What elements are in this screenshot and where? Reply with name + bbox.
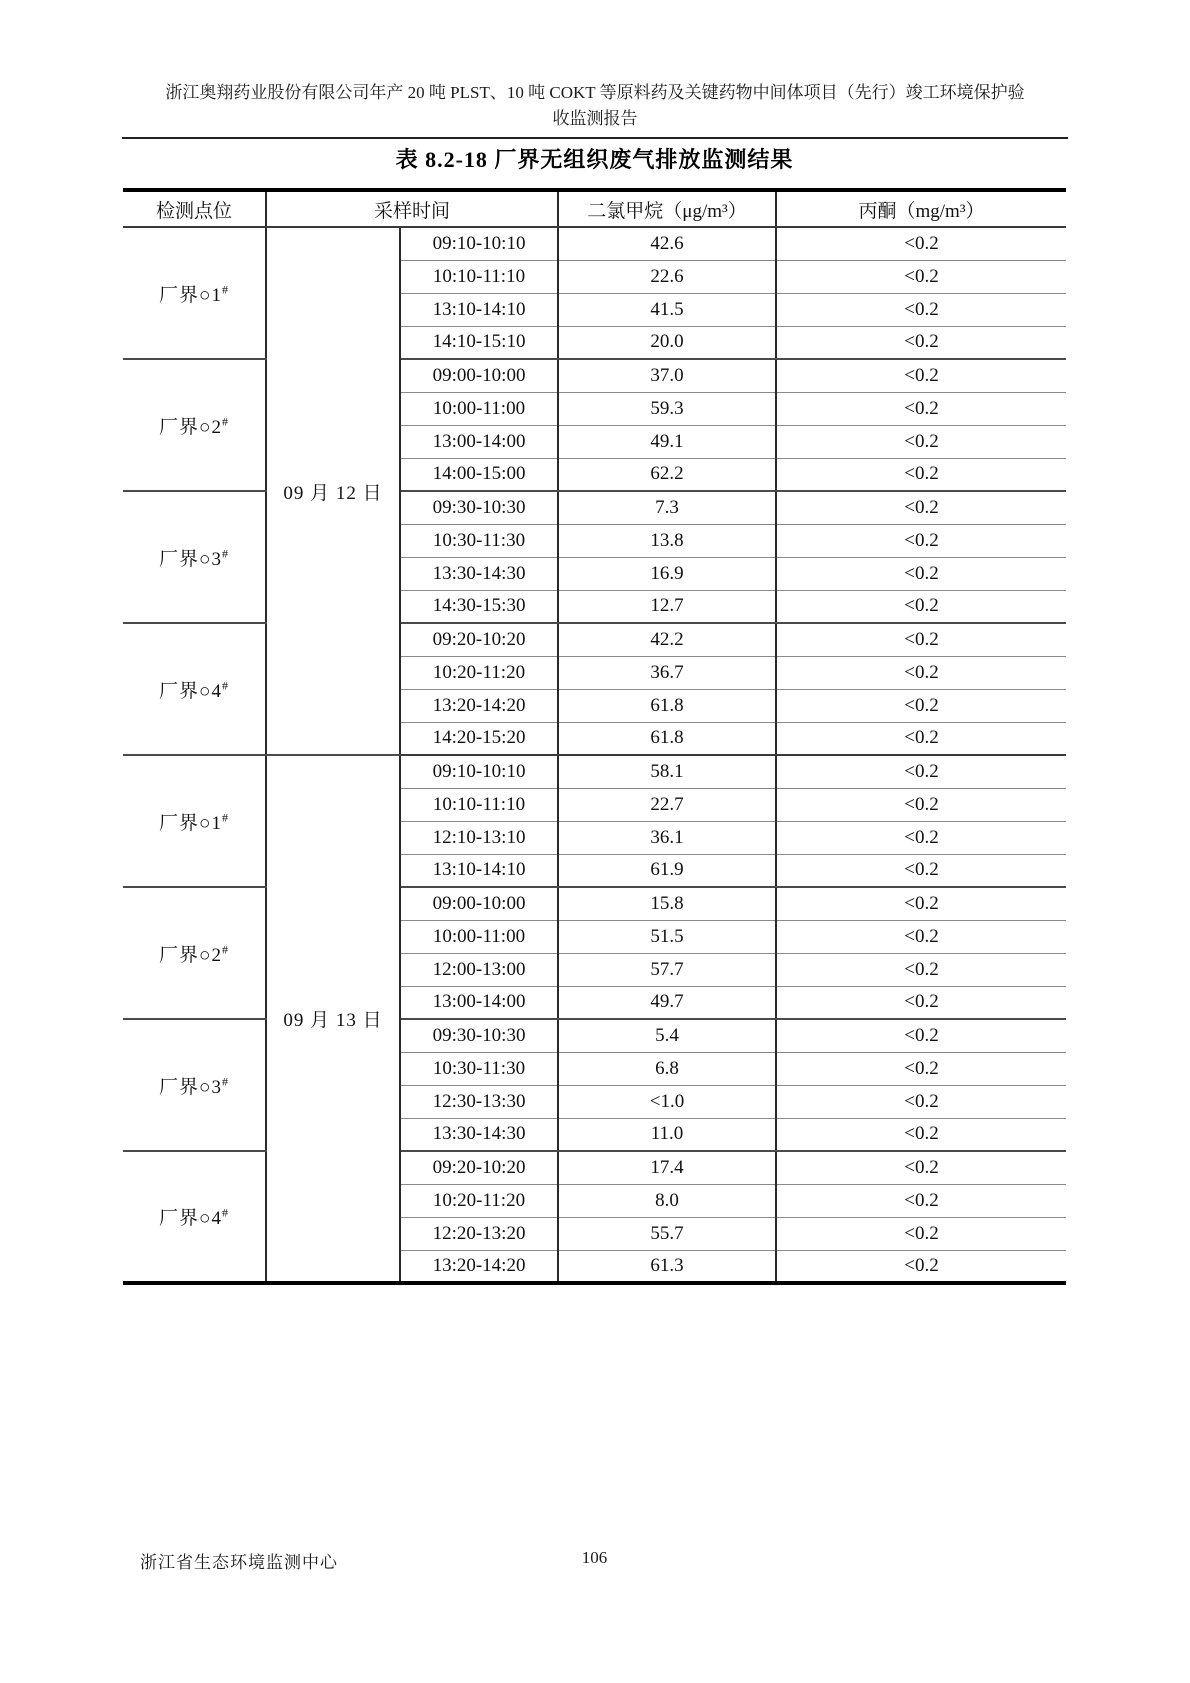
sampling-time-cell: 10:00-11:00 bbox=[400, 392, 558, 425]
dichloromethane-value-cell: 7.3 bbox=[558, 491, 776, 524]
acetone-value-cell: <0.2 bbox=[776, 359, 1066, 392]
sampling-time-cell: 12:00-13:00 bbox=[400, 953, 558, 986]
dichloromethane-value-cell: 36.1 bbox=[558, 821, 776, 854]
acetone-value-cell: <0.2 bbox=[776, 854, 1066, 887]
document-header-line-2: 收监测报告 bbox=[552, 109, 638, 129]
acetone-value-cell: <0.2 bbox=[776, 1217, 1066, 1250]
acetone-value-cell: <0.2 bbox=[776, 821, 1066, 854]
column-header-dichloromethane: 二氯甲烷（μg/m³） bbox=[558, 190, 776, 227]
column-header-acetone: 丙酮（mg/m³） bbox=[776, 190, 1066, 227]
footer-organization: 浙江省生态环境监测中心 bbox=[140, 1553, 338, 1572]
monitoring-point-superscript: # bbox=[221, 1205, 229, 1220]
sampling-time-cell: 10:20-11:20 bbox=[400, 656, 558, 689]
footer-page-number: 106 bbox=[581, 1548, 608, 1567]
sampling-time-cell: 10:30-11:30 bbox=[400, 1052, 558, 1085]
acetone-value-cell: <0.2 bbox=[776, 953, 1066, 986]
dichloromethane-value-cell: 61.9 bbox=[558, 854, 776, 887]
monitoring-point-cell bbox=[123, 755, 266, 887]
sampling-time-cell: 14:00-15:00 bbox=[400, 458, 558, 491]
monitoring-point-label: 厂界○3 bbox=[159, 548, 222, 570]
sampling-time-cell: 14:10-15:10 bbox=[400, 326, 558, 359]
sampling-time-cell: 09:30-10:30 bbox=[400, 1019, 558, 1052]
dichloromethane-value-cell: 16.9 bbox=[558, 557, 776, 590]
monitoring-point-superscript: # bbox=[221, 810, 229, 825]
acetone-value-cell: <0.2 bbox=[776, 590, 1066, 623]
sampling-time-cell: 12:10-13:10 bbox=[400, 821, 558, 854]
acetone-value-cell: <0.2 bbox=[776, 524, 1066, 557]
monitoring-point-cell bbox=[123, 887, 266, 1019]
monitoring-point-cell bbox=[123, 1151, 266, 1283]
monitoring-table-body bbox=[123, 227, 1066, 1283]
table-row bbox=[123, 755, 1066, 788]
dichloromethane-value-cell: 17.4 bbox=[558, 1151, 776, 1184]
monitoring-point-cell bbox=[123, 227, 266, 359]
sampling-time-cell: 14:30-15:30 bbox=[400, 590, 558, 623]
acetone-value-cell: <0.2 bbox=[776, 722, 1066, 755]
sampling-time-cell: 09:00-10:00 bbox=[400, 887, 558, 920]
dichloromethane-value-cell: 22.7 bbox=[558, 788, 776, 821]
monitoring-point-label: 厂界○1 bbox=[159, 812, 222, 834]
dichloromethane-value-cell: 42.2 bbox=[558, 623, 776, 656]
acetone-value-cell: <0.2 bbox=[776, 1250, 1066, 1283]
table-row bbox=[123, 359, 1066, 392]
dichloromethane-value-cell: 51.5 bbox=[558, 920, 776, 953]
table-row bbox=[123, 887, 1066, 920]
monitoring-point-label: 厂界○4 bbox=[159, 1208, 222, 1229]
sampling-time-cell: 10:30-11:30 bbox=[400, 524, 558, 557]
sampling-time-cell: 09:10-10:10 bbox=[400, 755, 558, 788]
monitoring-point-cell bbox=[123, 359, 266, 491]
sampling-time-cell: 13:00-14:00 bbox=[400, 986, 558, 1019]
sampling-date-cell: 09 月 13 日 bbox=[266, 755, 400, 1283]
acetone-value-cell: <0.2 bbox=[776, 656, 1066, 689]
dichloromethane-value-cell: <1.0 bbox=[558, 1085, 776, 1118]
acetone-value-cell: <0.2 bbox=[776, 557, 1066, 590]
dichloromethane-value-cell: 11.0 bbox=[558, 1118, 776, 1151]
dichloromethane-value-cell: 36.7 bbox=[558, 656, 776, 689]
monitoring-point-superscript: # bbox=[221, 414, 229, 429]
monitoring-point-label: 厂界○3 bbox=[159, 1076, 222, 1098]
sampling-time-cell: 13:30-14:30 bbox=[400, 1118, 558, 1151]
table-row bbox=[123, 623, 1066, 656]
acetone-value-cell: <0.2 bbox=[776, 458, 1066, 491]
sampling-time-cell: 09:20-10:20 bbox=[400, 1151, 558, 1184]
sampling-time-cell: 12:20-13:20 bbox=[400, 1217, 558, 1250]
acetone-value-cell: <0.2 bbox=[776, 689, 1066, 722]
monitoring-point-superscript: # bbox=[221, 942, 229, 957]
table-header-row bbox=[123, 190, 1066, 227]
dichloromethane-value-cell: 58.1 bbox=[558, 755, 776, 788]
table-row bbox=[123, 491, 1066, 524]
monitoring-point-label: 厂界○2 bbox=[159, 944, 222, 966]
sampling-date-cell: 09 月 12 日 bbox=[266, 227, 400, 755]
dichloromethane-value-cell: 20.0 bbox=[558, 326, 776, 359]
document-header bbox=[120, 80, 1070, 133]
dichloromethane-value-cell: 12.7 bbox=[558, 590, 776, 623]
sampling-time-cell: 10:10-11:10 bbox=[400, 260, 558, 293]
dichloromethane-value-cell: 62.2 bbox=[558, 458, 776, 491]
sampling-time-cell: 13:00-14:00 bbox=[400, 425, 558, 458]
dichloromethane-value-cell: 49.7 bbox=[558, 986, 776, 1019]
column-header-monitoring-point: 检测点位 bbox=[123, 190, 266, 227]
acetone-value-cell: <0.2 bbox=[776, 293, 1066, 326]
acetone-value-cell: <0.2 bbox=[776, 788, 1066, 821]
acetone-value-cell: <0.2 bbox=[776, 1019, 1066, 1052]
sampling-time-cell: 09:10-10:10 bbox=[400, 227, 558, 260]
acetone-value-cell: <0.2 bbox=[776, 1184, 1066, 1217]
header-divider-rule bbox=[122, 137, 1068, 139]
dichloromethane-value-cell: 57.7 bbox=[558, 953, 776, 986]
monitoring-results-table bbox=[123, 188, 1066, 1285]
sampling-time-cell: 13:20-14:20 bbox=[400, 1250, 558, 1283]
monitoring-point-label: 厂界○4 bbox=[159, 680, 222, 702]
dichloromethane-value-cell: 15.8 bbox=[558, 887, 776, 920]
dichloromethane-value-cell: 49.1 bbox=[558, 425, 776, 458]
dichloromethane-value-cell: 8.0 bbox=[558, 1184, 776, 1217]
sampling-time-cell: 13:10-14:10 bbox=[400, 293, 558, 326]
dichloromethane-value-cell: 6.8 bbox=[558, 1052, 776, 1085]
acetone-value-cell: <0.2 bbox=[776, 227, 1066, 260]
document-header-line-1: 浙江奥翔药业股份有限公司年产 20 吨 PLST、10 吨 COKT 等原料药及关键药物中间体项目（先行）竣工环境保护验 bbox=[165, 83, 1025, 102]
sampling-time-cell: 13:20-14:20 bbox=[400, 689, 558, 722]
sampling-time-cell: 10:00-11:00 bbox=[400, 920, 558, 953]
monitoring-point-superscript: # bbox=[221, 1074, 229, 1089]
table-title: 表 8.2-18 厂界无组织废气排放监测结果 bbox=[395, 147, 794, 172]
sampling-time-cell: 09:00-10:00 bbox=[400, 359, 558, 392]
dichloromethane-value-cell: 61.3 bbox=[558, 1250, 776, 1283]
dichloromethane-value-cell: 59.3 bbox=[558, 392, 776, 425]
sampling-time-cell: 10:10-11:10 bbox=[400, 788, 558, 821]
monitoring-point-superscript: # bbox=[221, 282, 229, 297]
sampling-time-cell: 13:30-14:30 bbox=[400, 557, 558, 590]
acetone-value-cell: <0.2 bbox=[776, 623, 1066, 656]
acetone-value-cell: <0.2 bbox=[776, 260, 1066, 293]
monitoring-point-label: 厂界○1 bbox=[159, 284, 222, 306]
sampling-time-cell: 09:20-10:20 bbox=[400, 623, 558, 656]
monitoring-point-cell bbox=[123, 623, 266, 755]
table-row bbox=[123, 1019, 1066, 1052]
dichloromethane-value-cell: 37.0 bbox=[558, 359, 776, 392]
column-header-sampling-time: 采样时间 bbox=[266, 190, 558, 227]
monitoring-point-label: 厂界○2 bbox=[159, 416, 222, 438]
monitoring-point-cell bbox=[123, 491, 266, 623]
dichloromethane-value-cell: 5.4 bbox=[558, 1019, 776, 1052]
dichloromethane-value-cell: 13.8 bbox=[558, 524, 776, 557]
acetone-value-cell: <0.2 bbox=[776, 755, 1066, 788]
table-container bbox=[123, 188, 1066, 1285]
sampling-time-cell: 09:30-10:30 bbox=[400, 491, 558, 524]
sampling-time-cell: 13:10-14:10 bbox=[400, 854, 558, 887]
acetone-value-cell: <0.2 bbox=[776, 1052, 1066, 1085]
acetone-value-cell: <0.2 bbox=[776, 920, 1066, 953]
dichloromethane-value-cell: 61.8 bbox=[558, 722, 776, 755]
acetone-value-cell: <0.2 bbox=[776, 392, 1066, 425]
acetone-value-cell: <0.2 bbox=[776, 425, 1066, 458]
dichloromethane-value-cell: 55.7 bbox=[558, 1217, 776, 1250]
sampling-time-cell: 14:20-15:20 bbox=[400, 722, 558, 755]
acetone-value-cell: <0.2 bbox=[776, 326, 1066, 359]
dichloromethane-value-cell: 42.6 bbox=[558, 227, 776, 260]
dichloromethane-value-cell: 41.5 bbox=[558, 293, 776, 326]
sampling-time-cell: 12:30-13:30 bbox=[400, 1085, 558, 1118]
acetone-value-cell: <0.2 bbox=[776, 1085, 1066, 1118]
monitoring-point-cell bbox=[123, 1019, 266, 1151]
dichloromethane-value-cell: 22.6 bbox=[558, 260, 776, 293]
acetone-value-cell: <0.2 bbox=[776, 491, 1066, 524]
dichloromethane-value-cell: 61.8 bbox=[558, 689, 776, 722]
acetone-value-cell: <0.2 bbox=[776, 1151, 1066, 1184]
monitoring-point-superscript: # bbox=[221, 546, 229, 561]
acetone-value-cell: <0.2 bbox=[776, 887, 1066, 920]
acetone-value-cell: <0.2 bbox=[776, 1118, 1066, 1151]
sampling-time-cell: 10:20-11:20 bbox=[400, 1184, 558, 1217]
table-row bbox=[123, 1151, 1066, 1184]
acetone-value-cell: <0.2 bbox=[776, 986, 1066, 1019]
monitoring-point-superscript: # bbox=[221, 678, 229, 693]
table-row bbox=[123, 227, 1066, 260]
